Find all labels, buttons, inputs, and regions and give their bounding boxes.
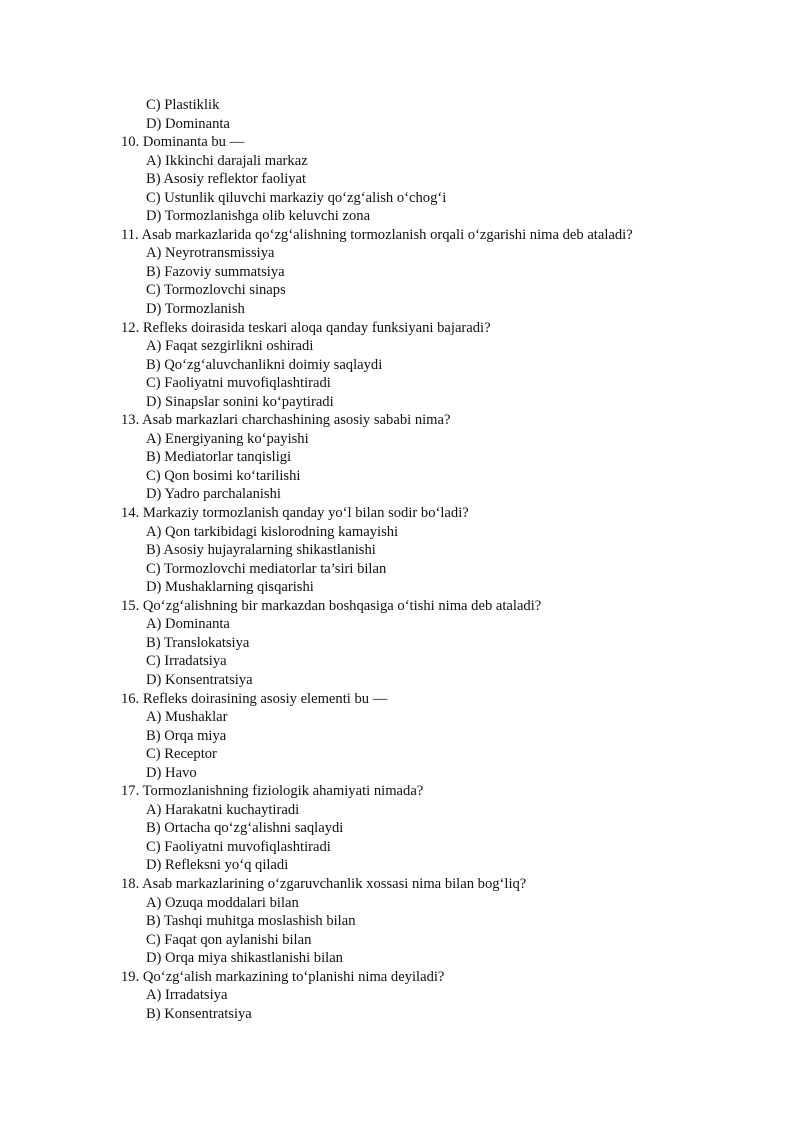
question-text: 12. Refleks doirasida teskari aloqa qanday funksiyani bajaradi? xyxy=(121,319,491,336)
option-line: C) Tormozlovchi sinaps xyxy=(146,282,286,299)
option-line: B) Konsentratsiya xyxy=(146,1005,252,1022)
question-10 xyxy=(0,133,800,226)
option-line: D) Tormozlanish xyxy=(146,301,245,318)
question-19 xyxy=(0,968,800,1024)
question-18 xyxy=(0,875,800,968)
option-line: C) Faqat qon aylanishi bilan xyxy=(146,931,312,948)
question-text: 14. Markaziy tormozlanish qanday yo‘l bilan sodir bo‘ladi? xyxy=(121,505,469,522)
question-text: 15. Qo‘zg‘alishning bir markazdan boshqasiga o‘tishi nima deb ataladi? xyxy=(121,597,542,614)
option-line: D) Dominanta xyxy=(146,115,230,132)
option-line: A) Energiyaning ko‘payishi xyxy=(146,430,309,447)
option-line: D) Yadro parchalanishi xyxy=(146,486,281,503)
option-line: B) Orqa miya xyxy=(146,727,227,744)
option-line: A) Mushaklar xyxy=(146,709,228,726)
option-line: A) Irradatsiya xyxy=(146,987,228,1004)
question-text: 16. Refleks doirasining asosiy elementi bu — xyxy=(121,690,388,707)
question-11 xyxy=(0,226,800,319)
option-line: A) Faqat sezgirlikni oshiradi xyxy=(146,338,314,355)
option-line: C) Receptor xyxy=(146,746,217,763)
question-text: 17. Tormozlanishning fiziologik ahamiyati nimada? xyxy=(121,783,424,800)
question-16 xyxy=(0,690,800,783)
option-line: D) Konsentratsiya xyxy=(146,671,253,688)
option-line: A) Ikkinchi darajali markaz xyxy=(146,152,308,169)
option-line: A) Dominanta xyxy=(146,616,230,633)
question-text: 13. Asab markazlari charchashining asosiy sababi nima? xyxy=(121,412,451,429)
option-line: D) Havo xyxy=(146,764,197,781)
option-line: B) Translokatsiya xyxy=(146,634,250,651)
document-page xyxy=(0,96,800,1023)
option-line: D) Mushaklarning qisqarishi xyxy=(146,579,314,596)
option-line: D) Refleksni yo‘q qiladi xyxy=(146,857,289,874)
option-line: D) Tormozlanishga olib keluvchi zona xyxy=(146,208,371,225)
option-line: A) Qon tarkibidagi kislorodning kamayishi xyxy=(146,523,399,540)
question-17 xyxy=(0,782,800,875)
question-15 xyxy=(0,597,800,690)
question-14 xyxy=(0,504,800,597)
option-line: C) Faoliyatni muvofiqlashtiradi xyxy=(146,375,331,392)
question-text: 11. Asab markazlarida qo‘zg‘alishning tormozlanish orqali o‘zgarishi nima deb ataladi? xyxy=(121,226,633,243)
option-line: C) Ustunlik qiluvchi markaziy qo‘zg‘alish o‘chog‘i xyxy=(146,189,447,206)
question-13 xyxy=(0,411,800,504)
option-line: C) Qon bosimi ko‘tarilishi xyxy=(146,467,301,484)
option-line: C) Irradatsiya xyxy=(146,653,227,670)
question-12 xyxy=(0,319,800,412)
option-line: A) Harakatni kuchaytiradi xyxy=(146,801,300,818)
option-line: C) Tormozlovchi mediatorlar ta’siri bilan xyxy=(146,560,387,577)
option-line: B) Fazoviy summatsiya xyxy=(146,263,285,280)
option-line: B) Asosiy reflektor faoliyat xyxy=(146,171,307,188)
option-line: C) Plastiklik xyxy=(146,97,220,113)
option-line: B) Ortacha qo‘zg‘alishni saqlaydi xyxy=(146,820,344,837)
option-line: D) Sinapslar sonini ko‘paytiradi xyxy=(146,393,334,410)
question-text: 19. Qo‘zg‘alish markazining to‘planishi nima deyiladi? xyxy=(121,968,445,985)
question-text: 10. Dominanta bu — xyxy=(121,134,245,151)
option-line: A) Ozuqa moddalari bilan xyxy=(146,894,299,911)
option-line: B) Mediatorlar tanqisligi xyxy=(146,449,292,466)
option-line: C) Faoliyatni muvofiqlashtiradi xyxy=(146,838,331,855)
question-text: 18. Asab markazlarining o‘zgaruvchanlik xossasi nima bilan bog‘liq? xyxy=(121,875,527,892)
option-line: B) Asosiy hujayralarning shikastlanishi xyxy=(146,542,376,559)
option-line: B) Qo‘zg‘aluvchanlikni doimiy saqlaydi xyxy=(146,356,383,373)
option-line: A) Neyrotransmissiya xyxy=(146,245,275,262)
option-line: D) Orqa miya shikastlanishi bilan xyxy=(146,950,343,967)
option-line: B) Tashqi muhitga moslashish bilan xyxy=(146,913,356,930)
